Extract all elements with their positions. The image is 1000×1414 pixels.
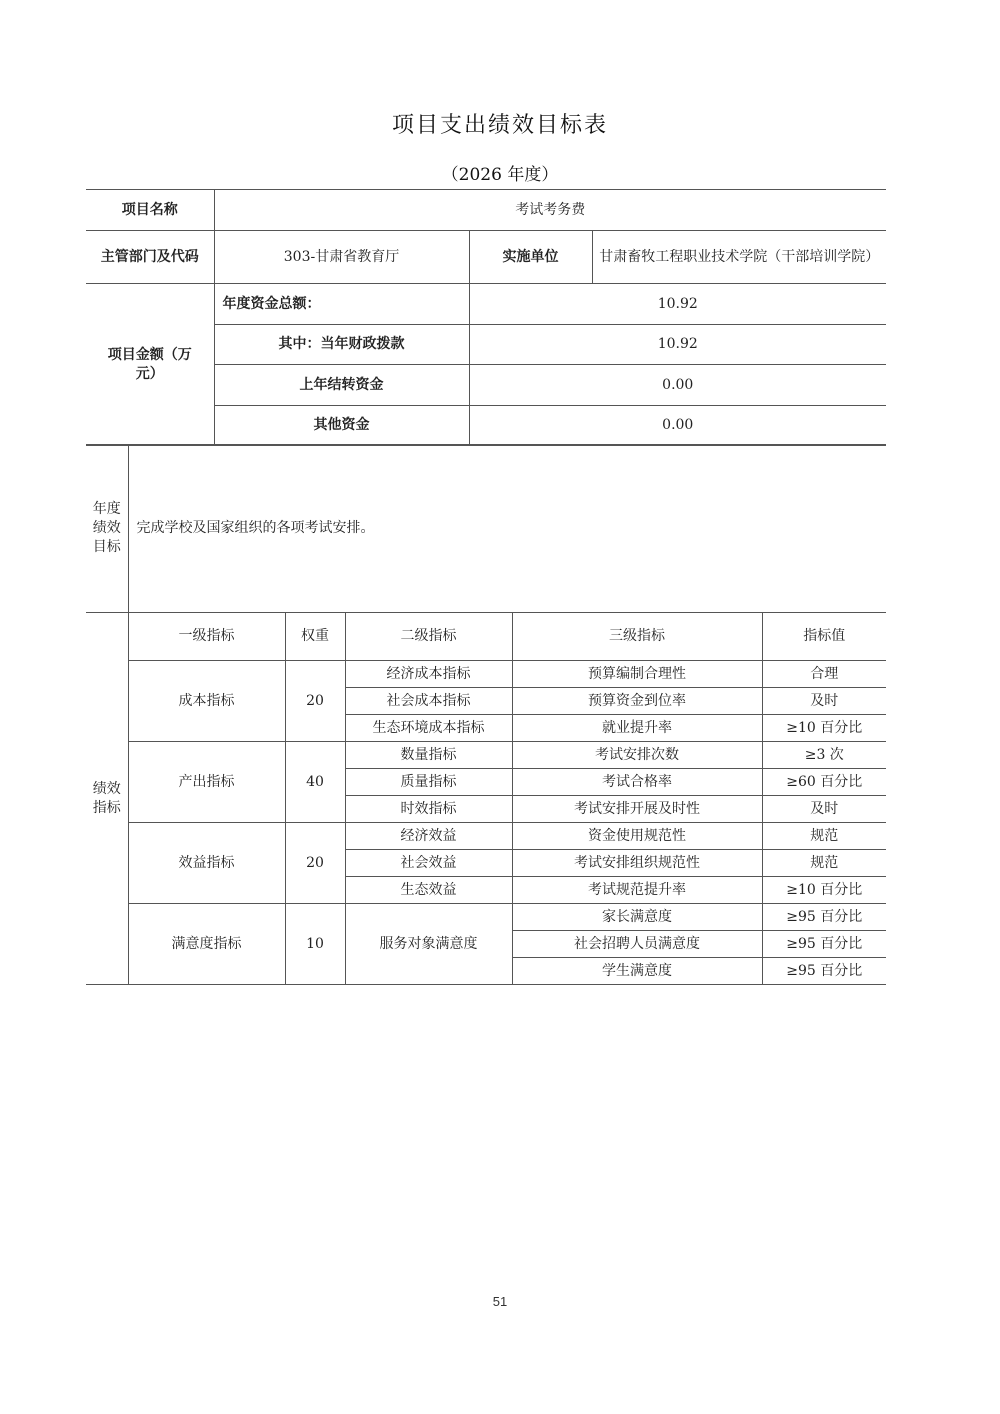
level2-cell: 时效指标 <box>345 796 512 823</box>
level3-cell: 考试安排组织规范性 <box>512 850 762 877</box>
level2-cell: 服务对象满意度 <box>345 904 512 985</box>
group-level1: 效益指标 <box>128 823 285 904</box>
level2-cell: 社会成本指标 <box>345 688 512 715</box>
group-level1: 满意度指标 <box>128 904 285 985</box>
project-name-value: 考试考务费 <box>214 190 886 231</box>
level3-cell: 考试规范提升率 <box>512 877 762 904</box>
header-weight: 权重 <box>285 613 345 661</box>
value-cell: 规范 <box>762 823 886 850</box>
group-weight: 40 <box>285 742 345 823</box>
level3-cell: 家长满意度 <box>512 904 762 931</box>
total-value: 10.92 <box>469 284 886 325</box>
group-weight: 20 <box>285 823 345 904</box>
level3-cell: 社会招聘人员满意度 <box>512 931 762 958</box>
level3-cell: 学生满意度 <box>512 958 762 985</box>
dept-value: 303-甘肃省教育厅 <box>214 231 469 284</box>
total-row <box>86 284 886 325</box>
total-label: 年度资金总额： <box>214 284 469 325</box>
table-row <box>86 904 886 931</box>
dept-row <box>86 231 886 284</box>
level3-cell: 考试安排开展及时性 <box>512 796 762 823</box>
value-cell: ≥60 百分比 <box>762 769 886 796</box>
level3-cell: 就业提升率 <box>512 715 762 742</box>
value-cell: 合理 <box>762 661 886 688</box>
other-label: 其他资金 <box>214 406 469 446</box>
carry-value: 0.00 <box>469 365 886 406</box>
level2-cell: 经济成本指标 <box>345 661 512 688</box>
current-label: 其中：当年财政拨款 <box>214 325 469 365</box>
value-cell: 规范 <box>762 850 886 877</box>
value-cell: ≥95 百分比 <box>762 958 886 985</box>
project-name-row <box>86 190 886 231</box>
table-row <box>86 661 886 688</box>
table-row <box>86 742 886 769</box>
level3-cell: 预算资金到位率 <box>512 688 762 715</box>
level2-cell: 社会效益 <box>345 850 512 877</box>
goal-label: 年度绩效目标 <box>86 445 128 613</box>
value-cell: 及时 <box>762 688 886 715</box>
header-level1: 一级指标 <box>128 613 285 661</box>
group-weight: 20 <box>285 661 345 742</box>
impl-value: 甘肃畜牧工程职业技术学院（干部培训学院） <box>592 231 886 284</box>
amount-label: 项目金额（万元） <box>86 284 214 446</box>
project-info-table <box>86 189 886 446</box>
header-value: 指标值 <box>762 613 886 661</box>
level3-cell: 资金使用规范性 <box>512 823 762 850</box>
level3-cell: 考试合格率 <box>512 769 762 796</box>
performance-table <box>86 444 886 985</box>
level3-cell: 预算编制合理性 <box>512 661 762 688</box>
page-number: 51 <box>492 1294 508 1309</box>
impl-label: 实施单位 <box>469 231 592 284</box>
value-cell: ≥3 次 <box>762 742 886 769</box>
group-level1: 成本指标 <box>128 661 285 742</box>
page-subtitle: （2026 年度） <box>441 165 559 185</box>
header-row <box>86 613 886 661</box>
carry-label: 上年结转资金 <box>214 365 469 406</box>
group-level1: 产出指标 <box>128 742 285 823</box>
level2-cell: 质量指标 <box>345 769 512 796</box>
value-cell: ≥95 百分比 <box>762 931 886 958</box>
perf-label: 绩效指标 <box>86 613 128 985</box>
goal-row <box>86 445 886 613</box>
page-title: 项目支出绩效目标表 <box>391 113 608 138</box>
level2-cell: 生态效益 <box>345 877 512 904</box>
goal-text: 完成学校及国家组织的各项考试安排。 <box>128 445 886 613</box>
header-level2: 二级指标 <box>345 613 512 661</box>
project-name-label: 项目名称 <box>86 190 214 231</box>
value-cell: ≥10 百分比 <box>762 715 886 742</box>
level2-cell: 数量指标 <box>345 742 512 769</box>
level3-cell: 考试安排次数 <box>512 742 762 769</box>
header-level3: 三级指标 <box>512 613 762 661</box>
level2-cell: 生态环境成本指标 <box>345 715 512 742</box>
value-cell: ≥95 百分比 <box>762 904 886 931</box>
dept-label: 主管部门及代码 <box>86 231 214 284</box>
value-cell: ≥10 百分比 <box>762 877 886 904</box>
group-weight: 10 <box>285 904 345 985</box>
table-row <box>86 823 886 850</box>
other-value: 0.00 <box>469 406 886 446</box>
value-cell: 及时 <box>762 796 886 823</box>
level2-cell: 经济效益 <box>345 823 512 850</box>
current-value: 10.92 <box>469 325 886 365</box>
